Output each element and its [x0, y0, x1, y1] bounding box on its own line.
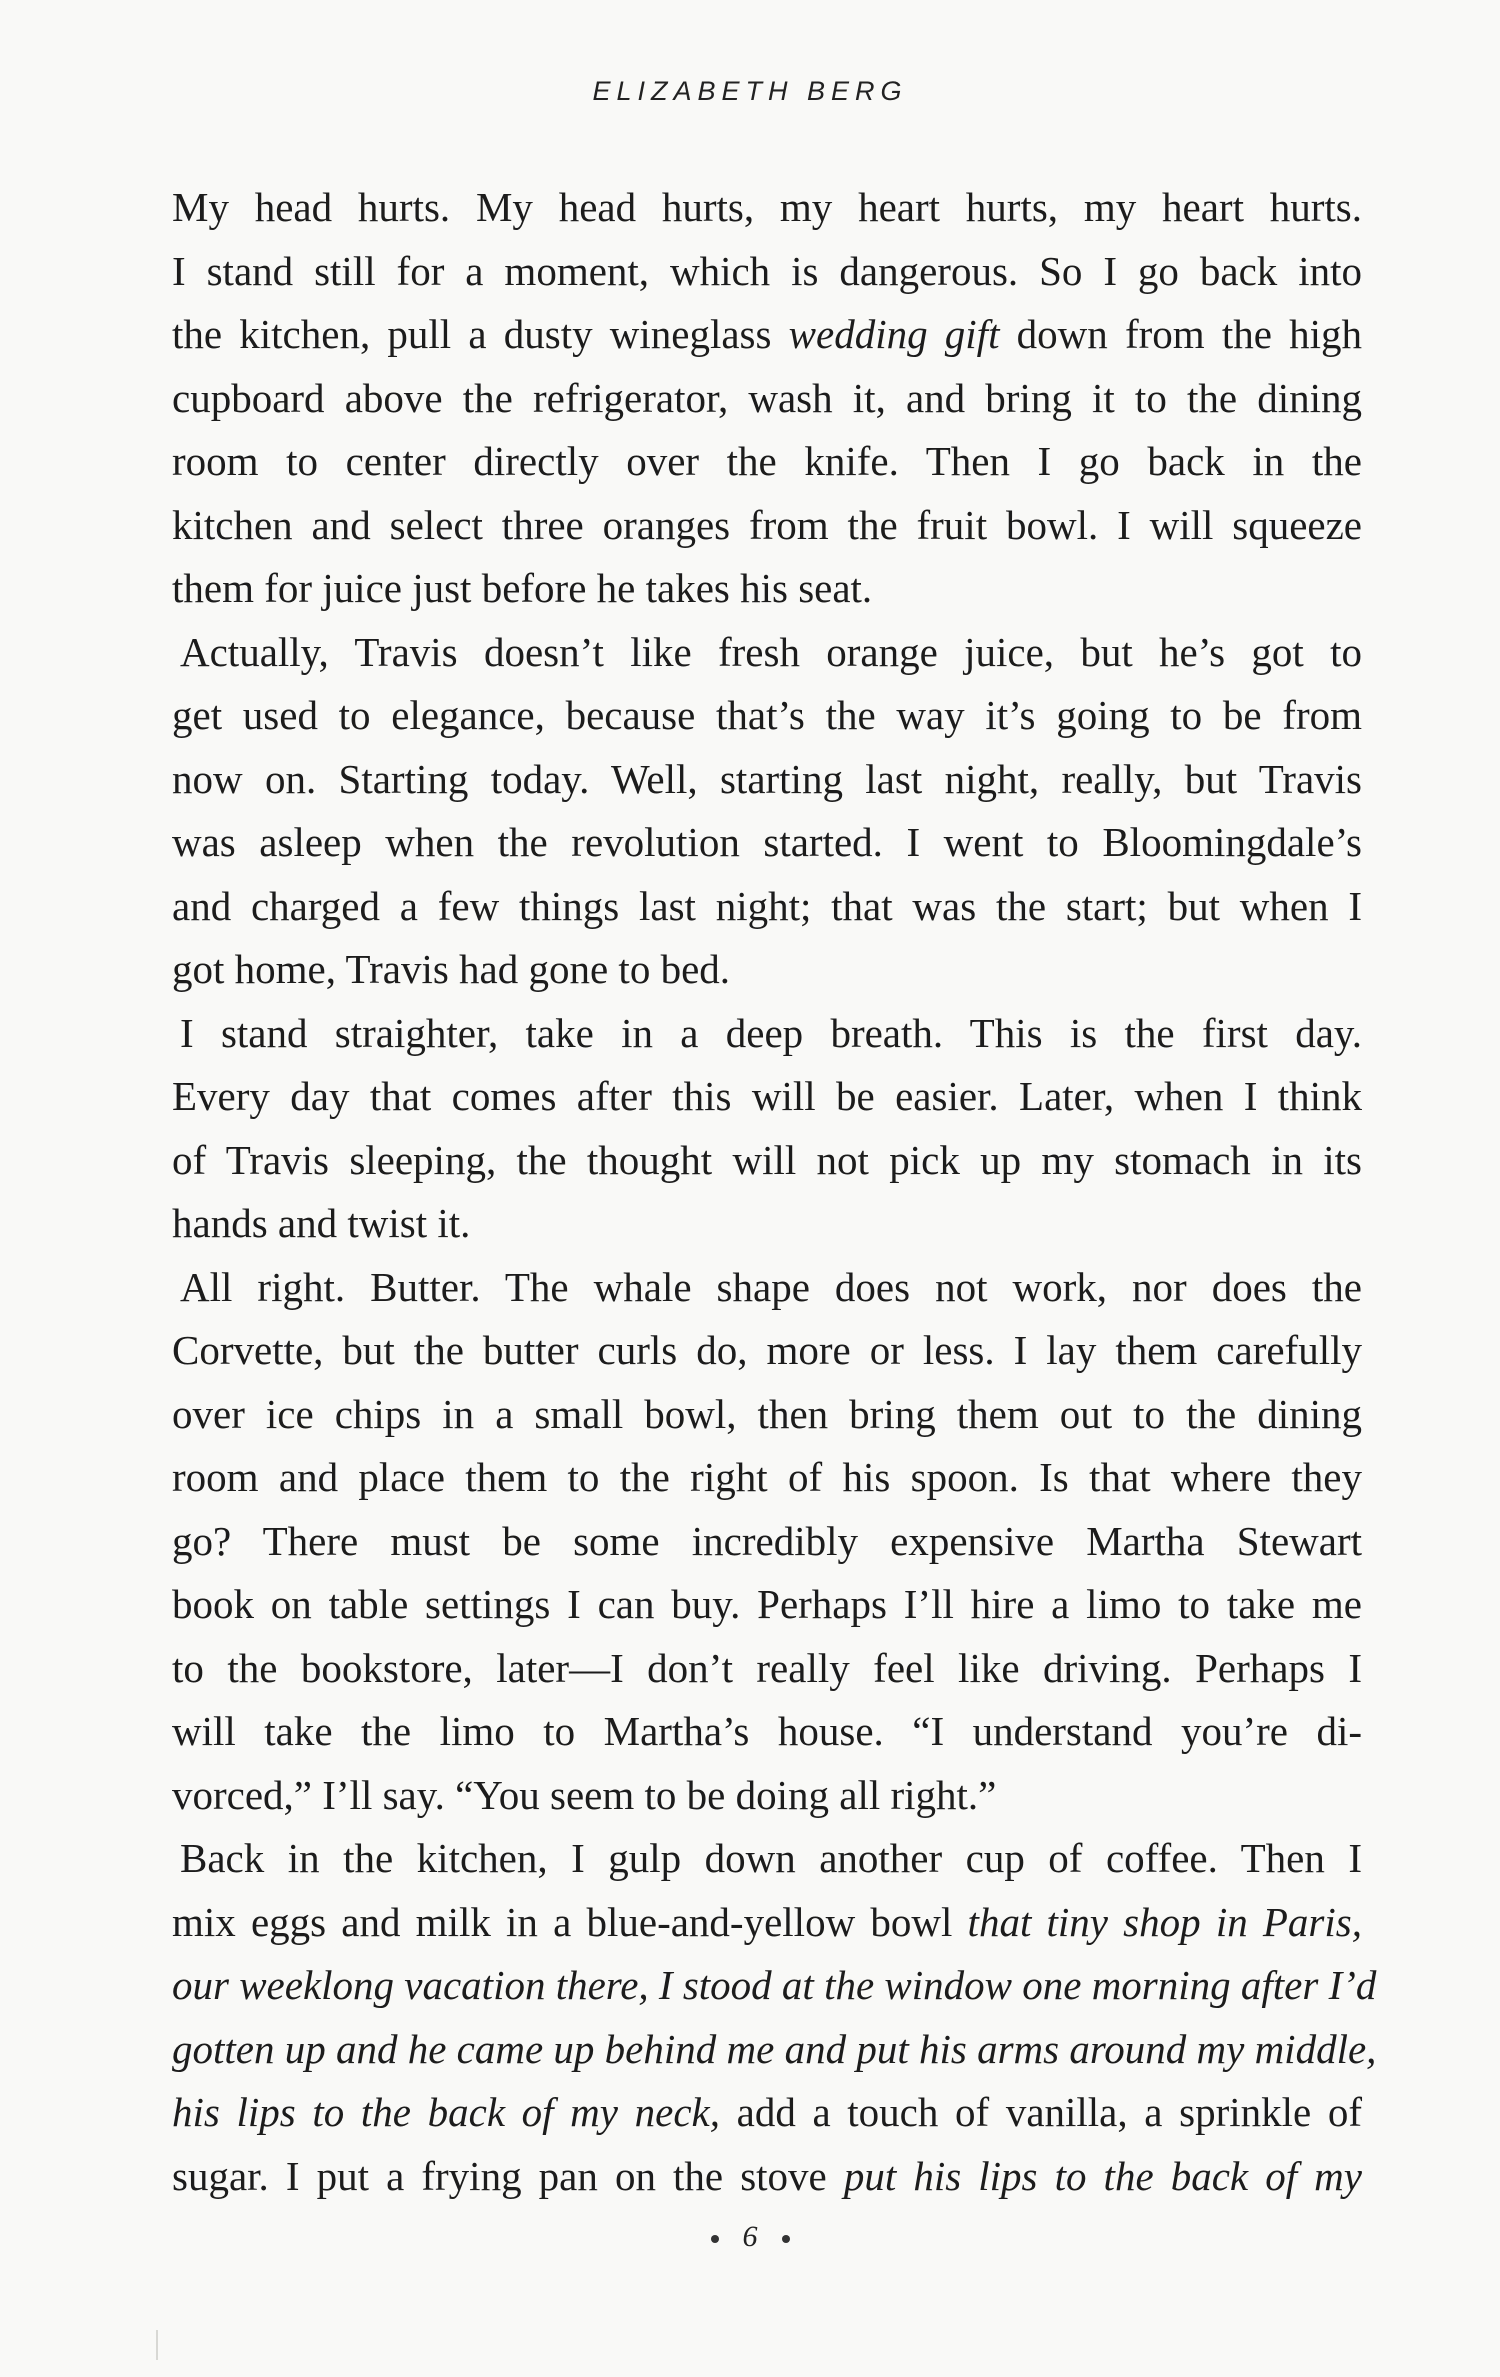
text-line: [172, 1764, 1362, 1828]
running-head: ELIZABETH BERG: [592, 76, 908, 106]
text-line: [172, 1954, 1377, 2018]
text-run: was asleep when the revolution started. I went to Bloomingdale’s: [172, 819, 1362, 865]
text-run: sugar. I put a frying pan on the stove: [172, 2152, 844, 2199]
text-run: got home, Travis had gone to bed.: [172, 946, 731, 992]
text-run: them for juice just before he takes his seat.: [172, 565, 873, 611]
paragraph: [172, 621, 1362, 1002]
text-run: mix eggs and milk in a blue-and-yellow bowl: [172, 1898, 968, 1945]
italic-run: his lips to the back of my neck,: [172, 2089, 720, 2135]
text-line: [172, 430, 1362, 494]
text-line: [172, 684, 1362, 748]
text-run: now on. Starting today. Well, starting last night, really, but Travis: [172, 755, 1362, 802]
text-line: [172, 176, 1362, 240]
text-line: [172, 1129, 1362, 1193]
paragraph: [172, 1002, 1362, 1256]
text-run: get used to elegance, because that’s the way it’s going to be from: [172, 692, 1362, 738]
text-line: [172, 1700, 1362, 1764]
text-line: [172, 2081, 1362, 2145]
text-line: [172, 1891, 1362, 1955]
text-line: [172, 1256, 1362, 1320]
text-run: go? There must be some incredibly expensive Martha Stewart: [172, 1517, 1362, 1564]
text-run: kitchen and select three oranges from the fruit bowl. I will squeeze: [172, 501, 1362, 548]
text-line: [172, 2018, 1377, 2082]
folio-bullet-right: [782, 2235, 790, 2243]
italic-run: gotten up and he came up behind me and put his arms around my middle,: [172, 2025, 1377, 2072]
folio-bullet-left: [711, 2235, 719, 2243]
text-line: [172, 494, 1362, 558]
text-line: [172, 875, 1362, 939]
text-run: I stand still for a moment, which is dangerous. So I go back into: [172, 247, 1362, 294]
text-line: [172, 1319, 1362, 1383]
scan-edge-mark: [156, 2330, 158, 2360]
body-text: [172, 176, 1377, 2208]
text-line: [172, 1446, 1362, 1510]
text-run: Corvette, but the butter curls do, more or less. I lay them carefully: [172, 1327, 1362, 1373]
text-line: [172, 1827, 1362, 1891]
paragraph: [172, 1256, 1362, 1828]
italic-run: put his lips to the back of my: [843, 2152, 1362, 2199]
text-line: [172, 303, 1362, 367]
text-run: All right. Butter. The whale shape does not work, nor does the: [180, 1263, 1362, 1310]
text-line: [172, 1383, 1362, 1447]
italic-run: that tiny shop in Paris,: [967, 1898, 1362, 1945]
text-run: Back in the kitchen, I gulp down another cup of coffee. Then I: [180, 1835, 1362, 1881]
text-run: add a touch of vanilla, a sprinkle of: [719, 2089, 1362, 2135]
text-run: room to center directly over the knife. Then I go back in the: [172, 438, 1362, 484]
text-run: vorced,” I’ll say. “You seem to be doing all right.”: [172, 1771, 997, 1818]
text-line: [172, 557, 1362, 621]
page-number-value: 6: [742, 2220, 758, 2253]
text-run: of Travis sleeping, the thought will not pick up my stomach in its: [172, 1136, 1362, 1183]
text-run: to the bookstore, later—I don’t really feel like driving. Perhaps I: [172, 1644, 1362, 1691]
text-run: over ice chips in a small bowl, then bring them out to the dining: [172, 1390, 1362, 1437]
text-run: room and place them to the right of his spoon. Is that where they: [172, 1454, 1362, 1500]
text-run: the kitchen, pull a dusty wineglass: [172, 311, 789, 357]
text-run: Actually, Travis doesn’t like fresh orange juice, but he’s got to: [180, 628, 1362, 675]
italic-run: wedding gift: [788, 311, 1000, 357]
text-line: [172, 367, 1362, 431]
text-line: [172, 240, 1362, 304]
text-line: [172, 621, 1362, 685]
text-run: cupboard above the refrigerator, wash it, and bring it to the dining: [172, 374, 1362, 421]
text-run: hands and twist it.: [172, 1200, 471, 1246]
text-run: will take the limo to Martha’s house. “I understand you’re di-: [172, 1708, 1362, 1754]
text-run: I stand straighter, take in a deep breath. This is the first day.: [180, 1009, 1362, 1056]
italic-run: our weeklong vacation there, I stood at the window one morning after I’d: [172, 1962, 1377, 2008]
text-line: [172, 1002, 1362, 1066]
text-line: [172, 1065, 1362, 1129]
text-line: [172, 1573, 1362, 1637]
text-run: Every day that comes after this will be easier. Later, when I think: [172, 1073, 1362, 1119]
text-run: and charged a few things last night; that was the start; but when I: [172, 882, 1362, 929]
text-line: [172, 811, 1362, 875]
text-line: [172, 938, 1362, 1002]
text-line: [172, 2145, 1362, 2209]
text-line: [172, 748, 1362, 812]
text-run: book on table settings I can buy. Perhaps I’ll hire a limo to take me: [172, 1581, 1362, 1627]
text-line: [172, 1637, 1362, 1701]
text-run: My head hurts. My head hurts, my heart hurts, my heart hurts.: [172, 184, 1362, 230]
paragraph: [172, 176, 1362, 621]
text-line: [172, 1192, 1362, 1256]
text-run: down from the high: [999, 311, 1362, 357]
page-number: [0, 2220, 1500, 2254]
paragraph: [172, 1827, 1377, 2208]
text-line: [172, 1510, 1362, 1574]
